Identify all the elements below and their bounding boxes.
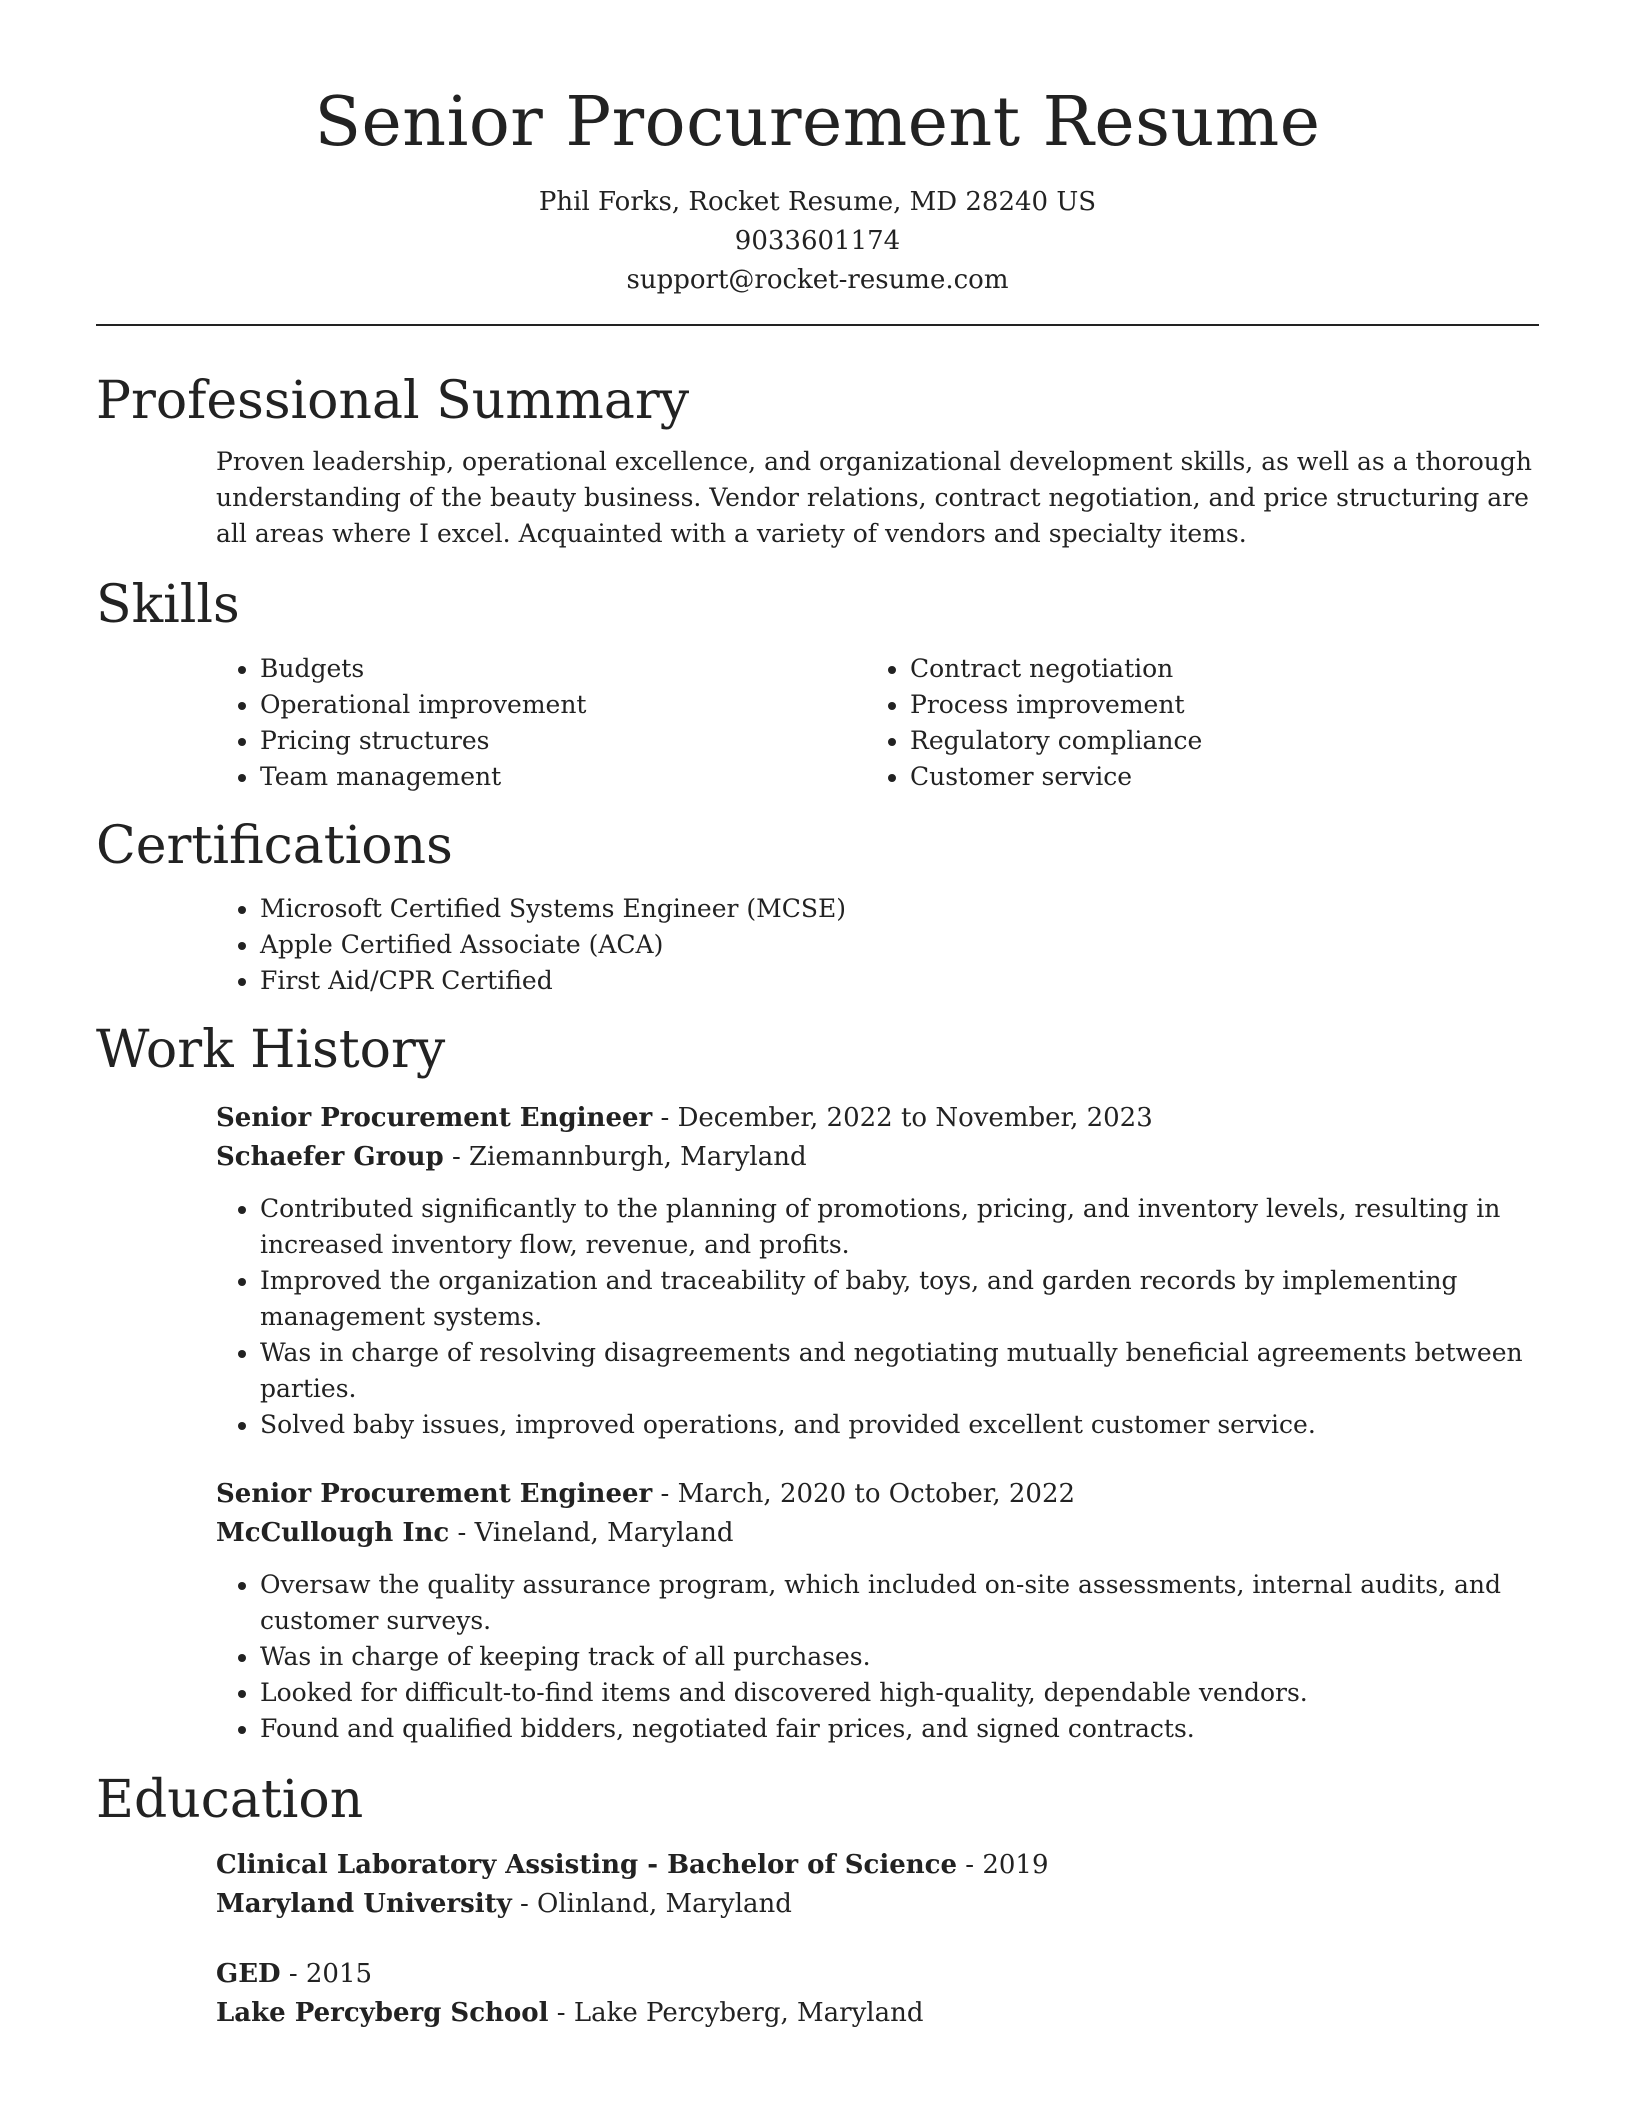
- skill-item: • Contract negotiation: [910, 651, 1516, 687]
- job-title-line: [216, 1475, 1539, 1514]
- job-duty-item: • Looked for difficult-to-find items and discovered high-quality, dependable vendors.: [260, 1675, 1539, 1711]
- certification-item: • Microsoft Certified Systems Engineer (MCSE): [260, 891, 1539, 927]
- job-title-line: [216, 1099, 1539, 1138]
- contact-address: Phil Forks, Rocket Resume, MD 28240 US: [538, 186, 1097, 217]
- job-duties-list: [216, 1191, 1539, 1443]
- education-year: - 2019: [957, 1849, 1049, 1880]
- work-history-heading: Work History: [96, 1019, 446, 1080]
- job-duty-item: • Found and qualified bidders, negotiated fair prices, and signed contracts.: [260, 1711, 1539, 1747]
- job-dates: - December, 2022 to November, 2023: [652, 1103, 1153, 1134]
- education-school: Maryland University: [216, 1888, 512, 1919]
- contact-phone: 9033601174: [734, 225, 901, 256]
- job-duty-item: • Was in charge of keeping track of all purchases.: [260, 1639, 1539, 1675]
- resume-header: [96, 0, 1539, 326]
- education-location: - Lake Percyberg, Maryland: [548, 1997, 924, 2028]
- education-school: Lake Percyberg School: [216, 1997, 549, 2028]
- skill-item: • Operational improvement: [260, 687, 866, 723]
- job-title: Senior Procurement Engineer: [216, 1479, 653, 1510]
- resume-title: Senior Procurement Resume: [314, 83, 1321, 162]
- job-duties-list: [216, 1567, 1539, 1747]
- job-duty-item: • Improved the organization and traceability of baby, toys, and garden records by implementing management systems.: [260, 1263, 1539, 1335]
- job-entry: [216, 1099, 1539, 1443]
- certifications-heading: Certifications: [96, 815, 453, 876]
- skills-list-right: [866, 651, 1516, 795]
- job-entry: [216, 1475, 1539, 1747]
- contact-email: support@rocket-resume.com: [626, 264, 1009, 295]
- job-company-line: [216, 1514, 1539, 1553]
- education-location: - Olinland, Maryland: [511, 1888, 792, 1919]
- skills-section: [96, 574, 1539, 794]
- certifications-list: [216, 891, 1539, 999]
- education-heading: Education: [96, 1770, 364, 1831]
- certifications-section: [96, 815, 1539, 999]
- summary-section: [96, 370, 1539, 552]
- summary-text: Proven leadership, operational excellence, and organizational development skills, as well as a thorough understanding of the beauty business. Vendor relations, contract negotiation, and price structuring are all areas where I excel. Acquainted with a variety of vendors and specialty items.: [216, 447, 1532, 549]
- resume-page: [96, 0, 1539, 2033]
- education-entry: [216, 1846, 1539, 1924]
- job-company: McCullough Inc: [216, 1518, 450, 1549]
- education-degree: GED: [216, 1958, 281, 1989]
- skill-item: • Customer service: [910, 759, 1516, 795]
- header-divider: [96, 324, 1539, 326]
- skills-heading: Skills: [96, 575, 240, 636]
- job-duty-item: • Contributed significantly to the planning of promotions, pricing, and inventory levels, resulting in increased inventory flow, revenue, and profits.: [260, 1191, 1539, 1263]
- skill-item: • Process improvement: [910, 687, 1516, 723]
- education-year: - 2015: [280, 1958, 373, 1989]
- job-company-line: [216, 1138, 1539, 1177]
- job-location: - Vineland, Maryland: [449, 1518, 734, 1549]
- skills-list-left: [216, 651, 866, 795]
- summary-heading: Professional Summary: [96, 370, 690, 431]
- education-degree-line: [216, 1955, 1539, 1994]
- work-history-section: [96, 1019, 1539, 1747]
- job-dates: - March, 2020 to October, 2022: [652, 1479, 1076, 1510]
- job-company: Schaefer Group: [216, 1142, 444, 1173]
- skill-item: • Pricing structures: [260, 723, 866, 759]
- certification-item: • Apple Certified Associate (ACA): [260, 927, 1539, 963]
- skills-grid: [216, 651, 1539, 795]
- education-section: [96, 1769, 1539, 2032]
- contact-info: [96, 183, 1539, 300]
- skill-item: • Team management: [260, 759, 866, 795]
- education-school-line: [216, 1885, 1539, 1924]
- education-school-line: [216, 1994, 1539, 2033]
- job-duty-item: • Was in charge of resolving disagreements and negotiating mutually beneficial agreements between parties.: [260, 1335, 1539, 1407]
- education-degree-line: [216, 1846, 1539, 1885]
- education-degree: Clinical Laboratory Assisting - Bachelor of Science: [216, 1849, 958, 1880]
- job-title: Senior Procurement Engineer: [216, 1103, 653, 1134]
- skill-item: • Regulatory compliance: [910, 723, 1516, 759]
- skill-item: • Budgets: [260, 651, 866, 687]
- job-duty-item: • Oversaw the quality assurance program, which included on-site assessments, internal audits, and customer surveys.: [260, 1567, 1539, 1639]
- education-entry: [216, 1955, 1539, 2033]
- certification-item: • First Aid/CPR Certified: [260, 963, 1539, 999]
- job-duty-item: • Solved baby issues, improved operations, and provided excellent customer service.: [260, 1407, 1539, 1443]
- job-location: - Ziemannburgh, Maryland: [443, 1142, 807, 1173]
